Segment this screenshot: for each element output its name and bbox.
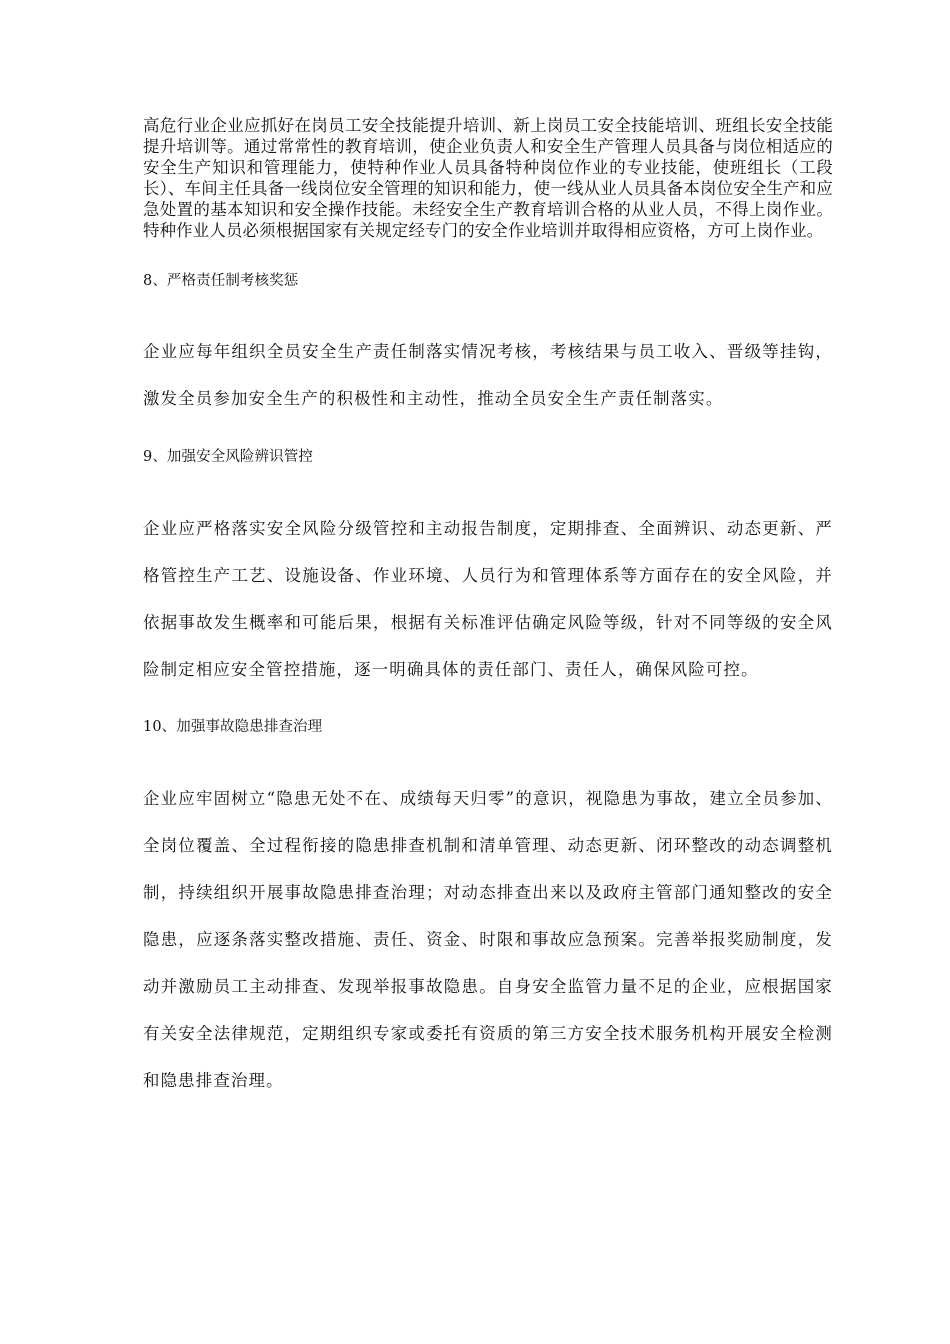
document-page [143, 115, 833, 1104]
section-body-8: 企业应每年组织全员安全生产责任制落实情况考核，考核结果与员工收入、晋级等挂钩，激发全员参加安全生产的积极性和主动性，推动全员安全生产责任制落实。 [143, 342, 833, 408]
section-heading-9: 9、加强安全风险辨识管控 [143, 449, 313, 465]
section-heading-10: 10、加强事故隐患排查治理 [143, 719, 323, 735]
section-body-9: 企业应严格落实安全风险分级管控和主动报告制度，定期排查、全面辨识、动态更新、严格管控生产工艺、设施设备、作业环境、人员行为和管理体系等方面存在的安全风险，并依据事故发生概率和可能后果，根据有关标准评估确定风险等级，针对不同等级的安全风险制定相应安全管控措施，逐一明确具体的责任部门、责任人，确保风险可控。 [143, 519, 833, 679]
section-body-10: 企业应牢固树立“隐患无处不在、成绩每天归零”的意识，视隐患为事故，建立全员参加、全岗位覆盖、全过程衔接的隐患排查机制和清单管理、动态更新、闭环整改的动态调整机制，持续组织开展事故隐患排查治理；对动态排查出来以及政府主管部门通知整改的安全隐患，应逐条落实整改措施、责任、资金、时限和事故应急预案。完善举报奖励制度，发动并激励员工主动排查、发现举报事故隐患。自身安全监管力量不足的企业，应根据国家有关安全法律规范，定期组织专家或委托有资质的第三方安全技术服务机构开展安全检测和隐患排查治理。 [143, 789, 833, 1090]
intro-paragraph: 高危行业企业应抓好在岗员工安全技能提升培训、新上岗员工安全技能培训、班组长安全技能提升培训等。通过常常性的教育培训，使企业负责人和安全生产管理人员具备与岗位相适应的安全生产知识和管理能力，使特种作业人员具备特种岗位作业的专业技能，使班组长（工段长）、车间主任具备一线岗位安全管理的知识和能力，使一线从业人员具备本岗位安全生产和应急处置的基本知识和安全操作技能。未经安全生产教育培训合格的从业人员，不得上岗作业。特种作业人员必须根据国家有关规定经专门的安全作业培训并取得相应资格，方可上岗作业。 [143, 116, 833, 240]
section-heading-8: 8、严格责任制考核奖惩 [143, 273, 299, 289]
